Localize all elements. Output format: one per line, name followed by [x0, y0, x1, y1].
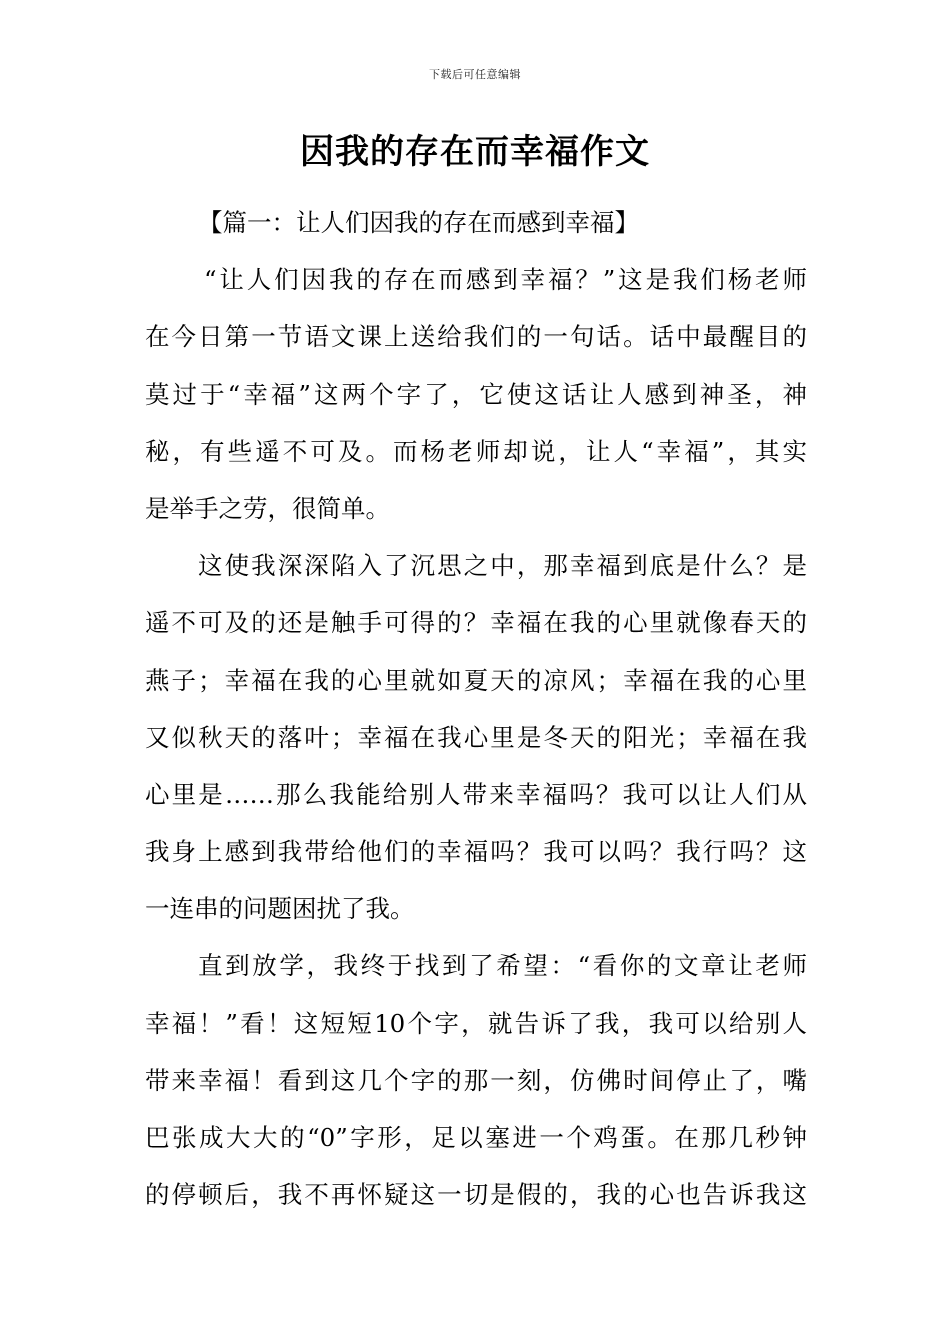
paragraph-line: 带来幸福！看到这几个字的那一刻，仿佛时间停止了，嘴 [145, 1065, 807, 1095]
paragraph-line: “让人们因我的存在而感到幸福？”这是我们杨老师 [204, 265, 807, 295]
paragraph-2 [145, 537, 807, 937]
paragraph-line: 在今日第一节语文课上送给我们的一句话。话中最醒目的 [145, 322, 807, 352]
paragraph-line: 遥不可及的还是触手可得的？幸福在我的心里就像春天的 [145, 608, 807, 638]
paragraph-line: 的停顿后，我不再怀疑这一切是假的，我的心也告诉我这 [145, 1180, 807, 1210]
paragraph-line: 心里是……那么我能给别人带来幸福吗？我可以让人们从 [145, 779, 807, 809]
paragraph-line: 幸福！”看！这短短10个字，就告诉了我，我可以给别人 [145, 1008, 807, 1038]
paragraph-line: 秘，有些遥不可及。而杨老师却说，让人“幸福”，其实 [145, 436, 807, 466]
paragraph-line: 巴张成大大的“0”字形，足以塞进一个鸡蛋。在那几秒钟 [145, 1123, 807, 1152]
header-note: 下载后可任意编辑 [429, 68, 521, 81]
paragraph-3 [145, 937, 807, 1223]
paragraph-line: 一连串的问题困扰了我。 [145, 894, 415, 924]
paragraph-1 [145, 251, 807, 537]
paragraph-line: 我身上感到我带给他们的幸福吗？我可以吗？我行吗？这 [145, 837, 807, 867]
paragraph-line: 是举手之劳，很简单。 [145, 493, 390, 523]
paragraph-line: 莫过于“幸福”这两个字了，它使这话让人感到神圣，神 [145, 379, 807, 409]
section-heading: 【篇一：让人们因我的存在而感到幸福】 [198, 208, 639, 237]
paragraph-line: 直到放学，我终于找到了希望：“看你的文章让老师 [198, 951, 807, 981]
document-title: 因我的存在而幸福作文 [300, 132, 650, 172]
paragraph-line: 这使我深深陷入了沉思之中，那幸福到底是什么？是 [198, 551, 807, 581]
paragraph-line: 又似秋天的落叶；幸福在我心里是冬天的阳光；幸福在我 [145, 722, 807, 752]
paragraph-line: 燕子；幸福在我的心里就如夏天的凉风；幸福在我的心里 [145, 665, 807, 695]
document-body [145, 194, 807, 1223]
